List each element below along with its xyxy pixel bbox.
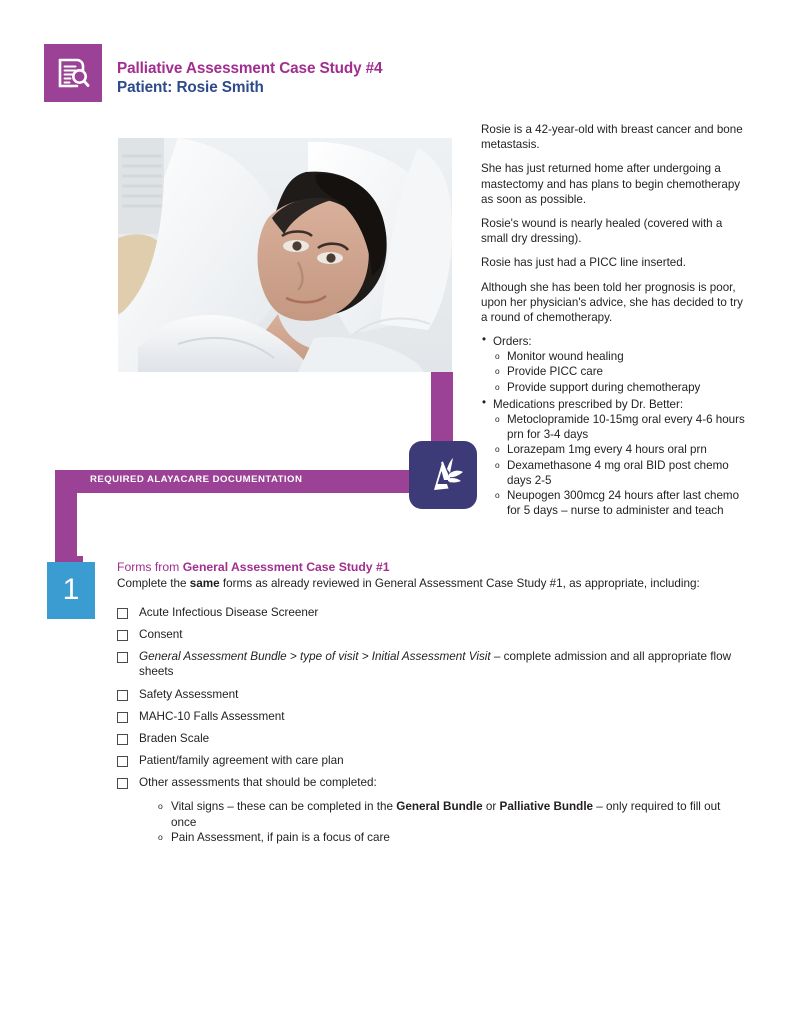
checklist-item-label: Acute Infectious Disease Screener	[139, 605, 319, 619]
intro-bold: same	[189, 577, 220, 591]
checklist-item-label: Braden Scale	[139, 731, 210, 745]
sub-part-3: – only required to fill out once	[171, 800, 721, 829]
list-item	[157, 830, 742, 846]
checklist-item-label: Consent	[139, 627, 183, 641]
list-item	[157, 799, 742, 830]
checklist-item-label: – complete admission and all appropriate flow sheets	[139, 649, 732, 679]
case-paragraph: Rosie has just had a PICC line inserted.	[481, 256, 686, 270]
alayacare-logo-icon	[409, 441, 477, 509]
document-search-icon	[44, 44, 102, 102]
group-label: • Orders:	[493, 335, 532, 349]
list-item: o Neupogen 300mcg 24 hours after last chemo for 5 days – nurse to administer and teach	[493, 488, 749, 518]
checklist-item[interactable]	[117, 775, 742, 846]
case-notes	[481, 122, 749, 520]
sub-part-1: Pain Assessment, if pain is a focus of care	[171, 831, 390, 845]
intro-part-2: forms as already reviewed in General Assessment Case Study #1, as appropriate, including:	[219, 577, 700, 591]
page-title	[117, 60, 382, 98]
checklist-item[interactable]	[117, 627, 742, 643]
checklist-item[interactable]	[117, 709, 742, 725]
checklist-item[interactable]	[117, 687, 742, 703]
list-item: o Provide PICC care	[493, 364, 749, 379]
section-heading-prefix: Forms from	[117, 560, 183, 574]
sub-bold-2: Palliative Bundle	[499, 800, 594, 814]
sub-part-2: or	[482, 800, 500, 814]
checklist-item[interactable]	[117, 731, 742, 747]
case-paragraph: Although she has been told her prognosis is poor, upon her physician's advice, she has decided to try a round of chemotherapy.	[481, 280, 743, 324]
intro-part-1: Complete the	[117, 577, 190, 591]
checklist-item-path: General Assessment Bundle > type of visit > Initial Assessment Visit	[139, 649, 491, 663]
list-item: o Dexamethasone 4 mg oral BID post chemo days 2-5	[493, 458, 749, 488]
section-intro	[117, 576, 742, 592]
list-item: o Lorazepam 1mg every 4 hours oral prn	[493, 442, 749, 457]
section-heading	[117, 559, 742, 575]
checklist-item-label: Patient/family agreement with care plan	[139, 753, 344, 767]
case-paragraph: Rosie is a 42-year-old with breast cancer and bone metastasis.	[481, 123, 743, 152]
case-paragraph: She has just returned home after undergoing a mastectomy and has plans to begin chemotherapy as soon as possible.	[481, 162, 741, 206]
banner-label: REQUIRED ALAYACARE DOCUMENTATION	[90, 474, 303, 485]
list-item: o Metoclopramide 10-15mg oral every 4-6 hours prn for 3-4 days	[493, 412, 749, 442]
orders-sublist	[493, 349, 749, 395]
medications-group	[481, 397, 749, 519]
checklist-item[interactable]	[117, 753, 742, 769]
checklist-item[interactable]	[117, 649, 742, 680]
sub-bold-1: General Bundle	[396, 800, 483, 814]
section-heading-bold: General Assessment Case Study #1	[182, 560, 390, 574]
list-item	[481, 397, 749, 519]
title-line-2: Patient: Rosie Smith	[117, 78, 264, 96]
checklist	[117, 605, 742, 846]
title-line-1: Palliative Assessment Case Study #4	[117, 60, 383, 77]
section-content	[117, 559, 742, 853]
banner-left-column	[55, 470, 77, 568]
medications-sublist	[493, 412, 749, 518]
checklist-item[interactable]	[117, 605, 742, 621]
patient-photo	[118, 138, 452, 372]
checklist-sublist	[157, 799, 742, 846]
list-item: o Provide support during chemotherapy	[493, 380, 749, 395]
case-paragraph: Rosie's wound is nearly healed (covered with a small dry dressing).	[481, 216, 723, 246]
list-item	[481, 334, 749, 395]
sub-part-1: Vital signs – these can be completed in the	[171, 800, 397, 814]
group-label: • Medications prescribed by Dr. Better:	[493, 397, 684, 411]
list-item: o Monitor wound healing	[493, 349, 749, 364]
checklist-item-label: MAHC-10 Falls Assessment	[139, 709, 285, 723]
connector-stem	[431, 372, 453, 444]
section-number-badge: 1	[47, 562, 95, 619]
checklist-item-label: Safety Assessment	[139, 687, 239, 701]
checklist-item-label: Other assessments that should be completed:	[139, 775, 377, 789]
orders-group	[481, 334, 749, 395]
